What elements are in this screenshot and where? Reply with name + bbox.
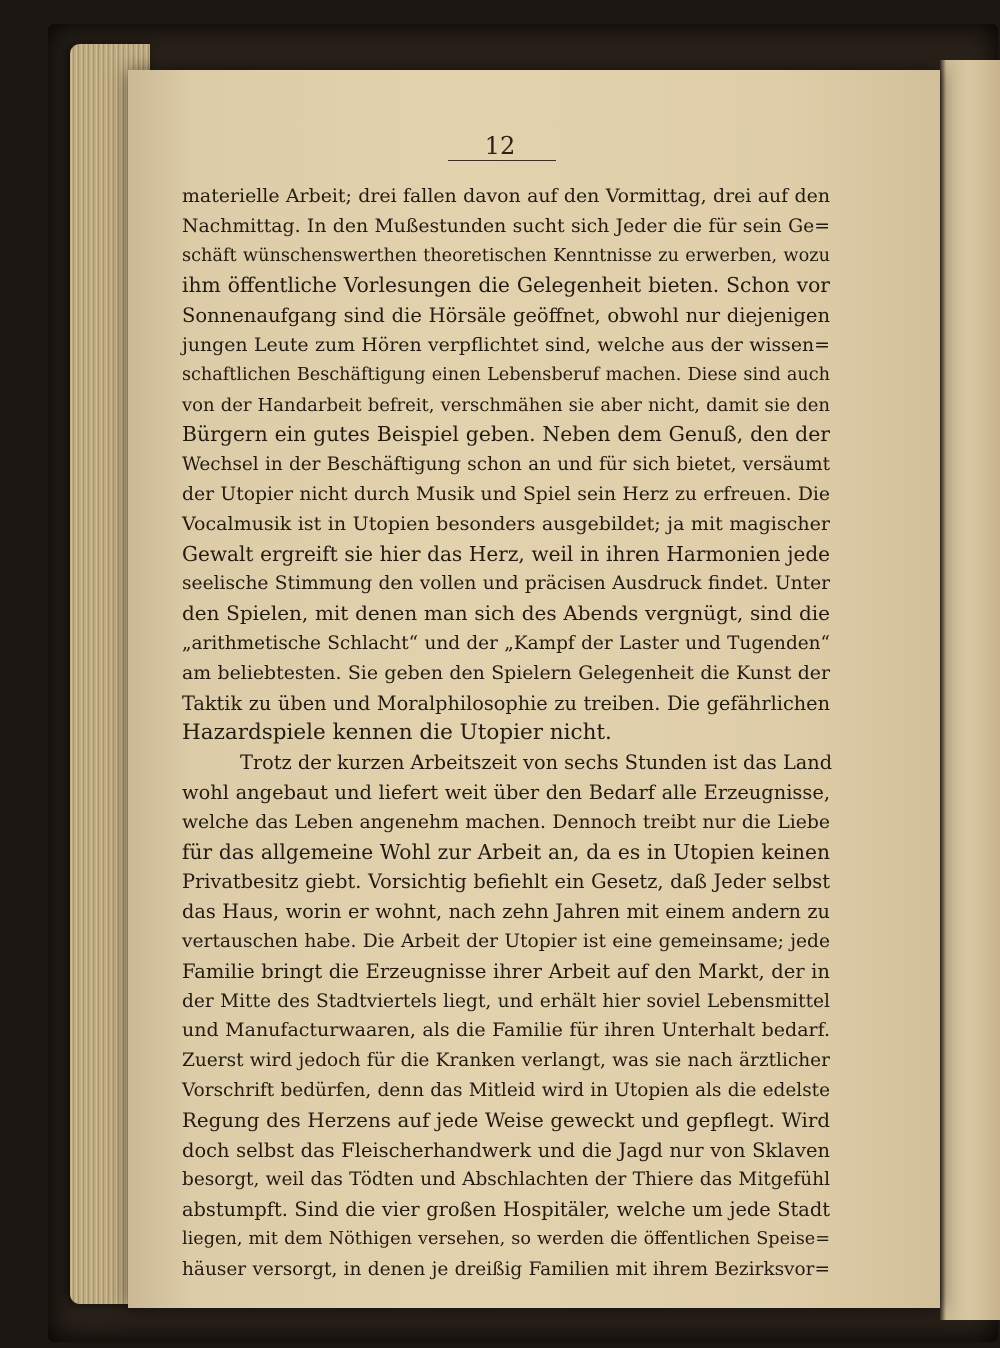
text-line: der Mitte des Stadtviertels liegt, und erhält hier soviel Lebensmittel — [182, 990, 830, 1012]
text-line: Hazardspiele kennen die Utopier nicht. — [182, 720, 612, 746]
text-line: der Utopier nicht durch Musik und Spiel sein Herz zu erfreuen. Die — [182, 483, 830, 505]
text-line: Trotz der kurzen Arbeitszeit von sechs Stunden ist das Land — [240, 751, 833, 775]
text-line: den Spielen, mit denen man sich des Abends vergnügt, sind die — [182, 601, 830, 626]
text-line: Vorschrift bedürfen, denn das Mitleid wird in Utopien als die edelste — [182, 1079, 830, 1101]
text-line: und Manufacturwaaren, als die Familie für ihren Unterhalt bedarf. — [182, 1019, 830, 1042]
text-line: Taktik zu üben und Moralphilosophie zu treiben. Die gefährlichen — [182, 691, 830, 715]
text-line: seelische Stimmung den vollen und präcisen Ausdruck findet. Unter — [182, 573, 830, 595]
text-line: Vocalmusik ist in Utopien besonders ausgebildet; ja mit magischer — [182, 512, 830, 535]
text-line: Nachmittag. In den Mußestunden sucht sich Jeder die für sein Ge= — [182, 215, 830, 237]
text-line: Privatbesitz giebt. Vorsichtig befiehlt ein Gesetz, daß Jeder selbst — [182, 870, 830, 894]
text-line: Zuerst wird jedoch für die Kranken verlangt, was sie nach ärztlicher — [182, 1050, 830, 1072]
text-line: abstumpft. Sind die vier großen Hospitäler, welche um jede Stadt — [182, 1198, 830, 1222]
text-line: das Haus, worin er wohnt, nach zehn Jahren mit einem andern zu — [182, 900, 830, 924]
text-line: schaftlichen Beschäftigung einen Lebensberuf machen. Diese sind auch — [182, 364, 830, 385]
text-line: Bürgern ein gutes Beispiel geben. Neben dem Genuß, den der — [182, 422, 830, 447]
facing-page-edge — [940, 60, 1000, 1320]
text-line: Gewalt ergreift sie hier das Herz, weil in ihren Harmonien jede — [182, 541, 830, 566]
text-line: für das allgemeine Wohl zur Arbeit an, da es in Utopien keinen — [182, 839, 830, 864]
text-line: liegen, mit dem Nöthigen versehen, so werden die öffentlichen Speise= — [182, 1228, 830, 1249]
text-line: doch selbst das Fleischerhandwerk und die Jagd nur von Sklaven — [182, 1138, 830, 1162]
header-rule — [448, 160, 556, 161]
text-line: schäft wünschenswerthen theoretischen Kenntnisse zu erwerben, wozu — [182, 245, 830, 266]
text-line: materielle Arbeit; drei fallen davon auf den Vormittag, drei auf den — [182, 185, 830, 207]
text-line: Regung des Herzens auf jede Weise geweckt und gepflegt. Wird — [182, 1108, 830, 1132]
text-line: Familie bringt die Erzeugnisse ihrer Arbeit auf den Markt, der in — [182, 959, 830, 983]
page-number: 12 — [484, 132, 516, 160]
text-line: häuser versorgt, in denen je dreißig Familien mit ihrem Bezirksvor= — [182, 1258, 830, 1280]
text-line: jungen Leute zum Hören verpflichtet sind, welche aus der wissen= — [182, 333, 830, 356]
text-line: ihm öffentliche Vorlesungen die Gelegenheit bieten. Schon vor — [182, 273, 830, 298]
text-line: „arithmetische Schlacht“ und der „Kampf der Laster und Tugenden“ — [182, 632, 830, 654]
text-line: am beliebtesten. Sie geben den Spielern Gelegenheit die Kunst der — [182, 661, 830, 684]
text-line: Sonnenaufgang sind die Hörsäle geöffnet, obwohl nur diejenigen — [182, 304, 830, 328]
text-line: welche das Leben angenehm machen. Dennoch treibt nur die Liebe — [182, 811, 830, 833]
text-line: von der Handarbeit befreit, verschmähen sie aber nicht, damit sie den — [182, 394, 830, 416]
text-line: wohl angebaut und liefert weit über den Bedarf alle Erzeugnisse, — [182, 780, 830, 804]
text-line: besorgt, weil das Tödten und Abschlachten der Thiere das Mitgefühl — [182, 1169, 830, 1191]
text-line: Wechsel in der Beschäftigung schon an und für sich bietet, versäumt — [182, 454, 830, 476]
text-line: vertauschen habe. Die Arbeit der Utopier ist eine gemeinsame; jede — [182, 930, 830, 952]
body-text — [182, 182, 833, 1284]
